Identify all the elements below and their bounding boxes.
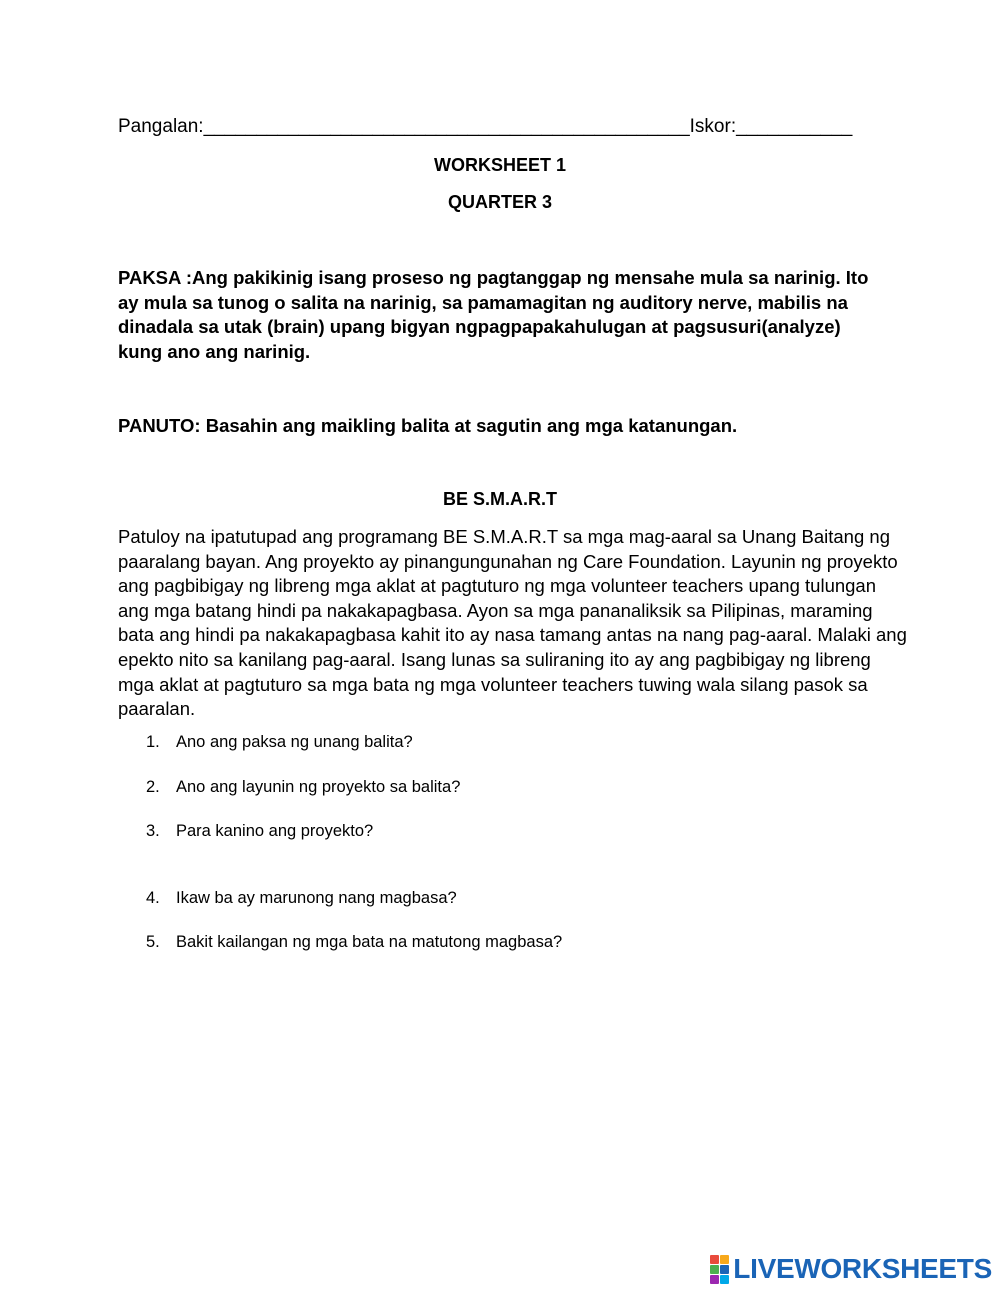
question-number: 1. xyxy=(146,733,160,751)
story-title: BE S.M.A.R.T xyxy=(442,489,557,509)
logo-text: LIVEWORKSHEETS xyxy=(733,1253,992,1284)
question-item xyxy=(146,822,373,841)
quarter-label: QUARTER 3 xyxy=(447,192,552,212)
name-field[interactable]: ______________________________________________ xyxy=(203,116,690,137)
header-line xyxy=(118,116,852,138)
score-field[interactable]: ___________ xyxy=(736,116,853,137)
paksa-paragraph: PAKSA :Ang pakikinig isang proseso ng pagtanggap ng mensahe mula sa narinig. Ito ay mula sa tunog o salita na narinig, sa pamamagitan ng auditory nerve, mabilis na dinadala sa utak (brain) upang bigyan ngpagpapakahulugan at pagsusuri(analyze) kung ano ang narinig. xyxy=(118,267,869,362)
question-number: 5. xyxy=(146,933,160,951)
name-label: Pangalan: xyxy=(118,116,204,137)
liveworksheets-logo[interactable] xyxy=(710,1253,992,1285)
question-item xyxy=(146,933,562,952)
question-item xyxy=(146,778,460,797)
question-text: Ano ang layunin ng proyekto sa balita? xyxy=(176,778,461,796)
score-label: Iskor: xyxy=(689,116,737,137)
question-number: 4. xyxy=(146,889,160,907)
liveworksheets-logo-icon xyxy=(710,1255,729,1284)
question-item xyxy=(146,733,413,752)
question-text: Ikaw ba ay marunong nang magbasa? xyxy=(176,889,457,907)
worksheet-title: WORKSHEET 1 xyxy=(433,155,566,175)
question-text: Ano ang paksa ng unang balita? xyxy=(176,733,413,751)
question-item xyxy=(146,889,457,908)
question-text: Bakit kailangan ng mga bata na matutong magbasa? xyxy=(176,933,563,951)
question-text: Para kanino ang proyekto? xyxy=(176,822,374,840)
question-number: 2. xyxy=(146,778,160,796)
story-body: Patuloy na ipatutupad ang programang BE S.M.A.R.T sa mga mag-aaral sa Unang Baitang ng paaralang bayan. Ang proyekto ay pinangungunahan ng Care Foundation. Layunin ng proyekto ang pagbibigay ng libreng mga aklat at pagtuturo ng mga volunteer teachers upang tulungan ang mga batang hindi pa nakakapagbasa. Ayon sa mga pananaliksik sa Pilipinas, maraming bata ang hindi pa nakakapagbasa kahit ito ay nasa tamang antas na nang pag-aaral. Malaki ang epekto nito sa kanilang pag-aaral. Isang lunas sa suliraning ito ay ang pagbibigay ng libreng mga aklat at pagtuturo sa mga bata ng mga volunteer teachers tuwing wala silang pasok sa paaralan. xyxy=(118,526,907,720)
question-number: 3. xyxy=(146,822,160,840)
panuto-instruction: PANUTO: Basahin ang maikling balita at sagutin ang mga katanungan. xyxy=(118,415,738,436)
